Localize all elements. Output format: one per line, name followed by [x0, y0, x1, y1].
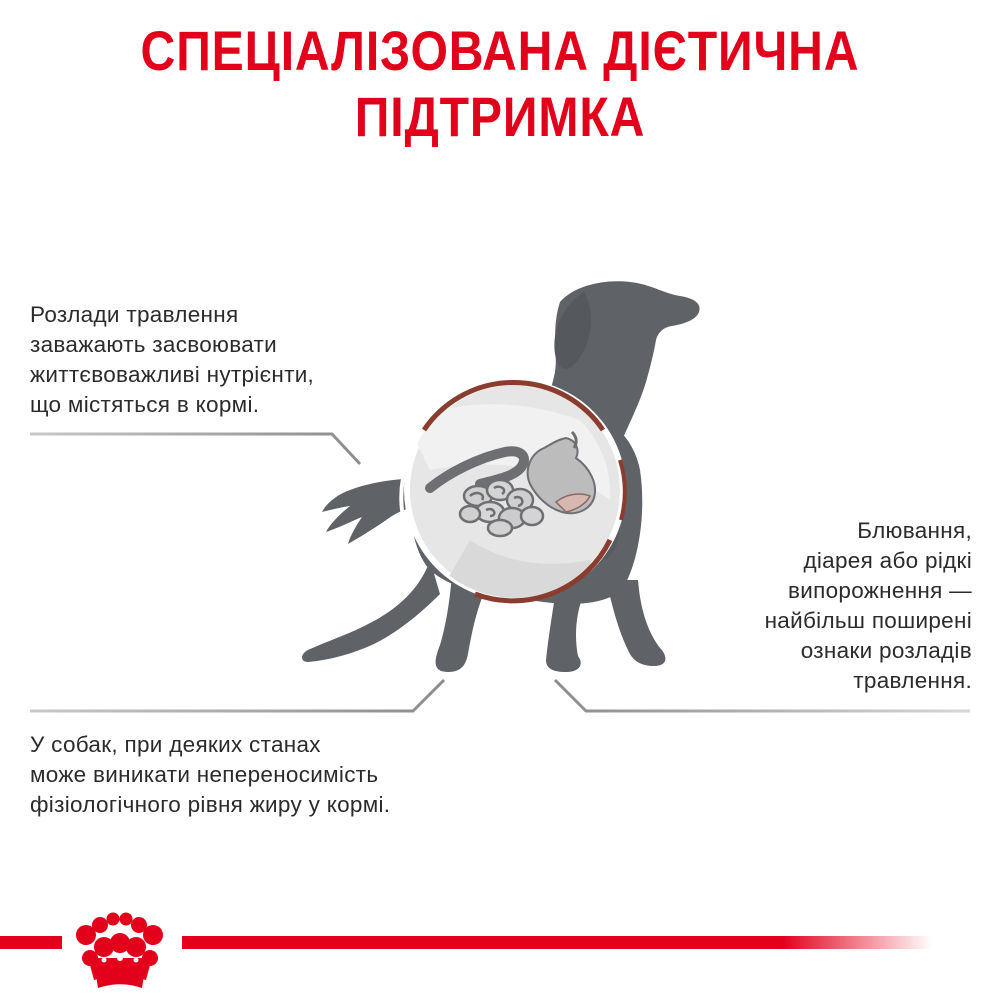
callout-line: Розлади травлення: [30, 302, 239, 327]
leader-line-top-left: [30, 434, 360, 464]
callout-line: ознаки розладів: [800, 638, 972, 663]
callout-line: може виникати непереносимість: [30, 762, 379, 787]
callout-line: найбільш поширені: [764, 608, 972, 633]
callout-line: життєвоважливі нутрієнти,: [30, 362, 315, 387]
callout-line: випорожнення —: [788, 578, 972, 603]
callout-line: У собак, при деяких станах: [30, 732, 321, 757]
leader-line-bottom-left: [30, 680, 444, 711]
callout-line: що містяться в кормі.: [30, 392, 260, 417]
callout-line: Блювання,: [857, 518, 972, 543]
royal-canin-crown-logo: [0, 913, 932, 989]
callout-fat-intolerance: [30, 730, 390, 820]
callout-digestive-disorders: [30, 300, 314, 420]
title-line-1: СПЕЦІАЛІЗОВАНА ДІЄТИЧНА: [140, 19, 860, 82]
callout-symptoms: [765, 516, 972, 696]
callout-line: фізіологічного рівня жиру у кормі.: [30, 792, 391, 817]
title-line-2: ПІДТРИМКА: [354, 85, 646, 148]
callout-line: заважають засвоювати: [30, 332, 278, 357]
callout-line: діарея або рідкі: [803, 548, 972, 573]
callout-line: травлення.: [853, 668, 972, 693]
